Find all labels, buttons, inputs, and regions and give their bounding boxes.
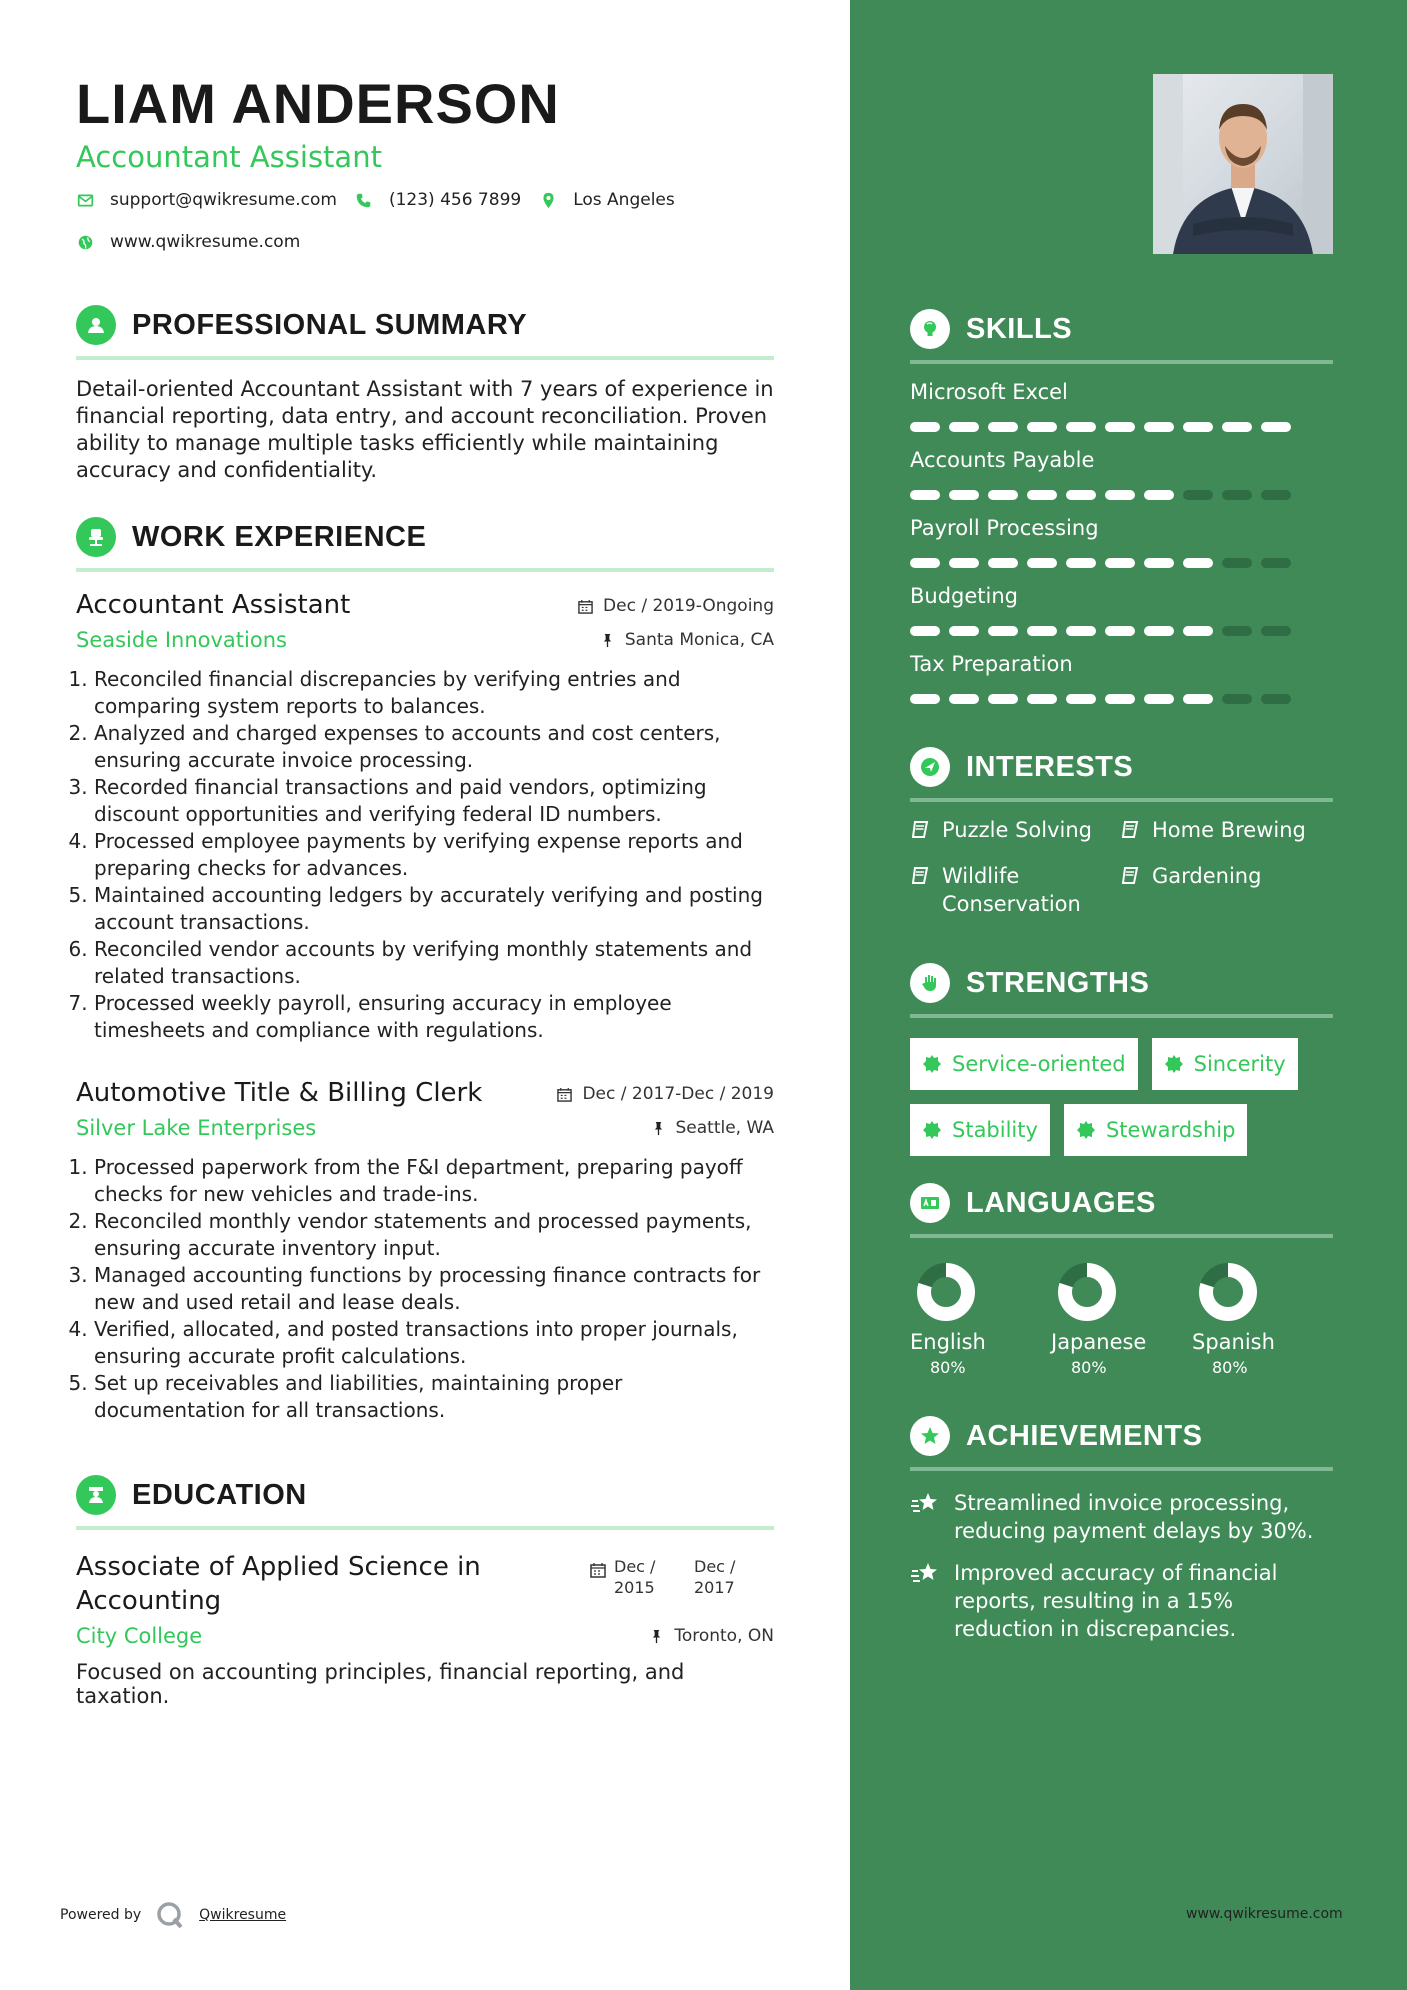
list-item: 6. Reconciled vendor accounts by verifying monthly statements and related transactions. [94,936,774,990]
skill-level-dot [1261,490,1291,500]
badge-icon [922,1120,942,1140]
start-date: Dec / 2015 [614,1557,656,1597]
interests-section [910,744,1333,936]
section-divider [910,1014,1333,1018]
badge-icon [1164,1054,1184,1074]
skill-level-dot [1144,626,1174,636]
job-entry [76,590,774,1044]
contact-row-1 [76,190,774,210]
sidebar [850,0,1407,1990]
contact-email[interactable]: support@qwikresume.com [76,190,337,210]
company-name: Silver Lake Enterprises [76,1116,317,1140]
skill-level-dot [1222,694,1252,704]
skill-level-dot [1144,490,1174,500]
contact-website[interactable]: www.qwikresume.com [76,232,300,252]
list-item: 1. Reconciled financial discrepancies by verifying entries and comparing system reports to balances. [94,666,774,720]
interests-header [910,744,1333,790]
experience-heading: WORK EXPERIENCE [132,520,427,553]
language-name: English [910,1330,986,1354]
strength-badge: Stability [910,1104,1050,1156]
skills-heading: SKILLS [966,312,1073,345]
skill-level-dot [910,626,940,636]
summary-text: Detail-oriented Accountant Assistant with 7 years of experience in financial reporting, data entry, and account reconciliation. Proven ability to manage multiple tasks efficiently while maintaining accuracy and confidentiality. [76,377,774,482]
job-location: Seattle, WA [651,1118,775,1138]
footer-site: www.qwikresume.com [1186,1906,1343,1922]
language-ring [914,1260,978,1324]
shooting-star-icon [910,1491,940,1517]
strengths-list [910,1038,1333,1170]
school-location: Toronto, ON [649,1626,774,1646]
skill-level-dot [988,490,1018,500]
language-item [1192,1260,1333,1377]
skill-level-meter [910,490,1333,500]
skill-level-meter [910,422,1333,432]
list-item: 3. Recorded financial transactions and paid vendors, optimizing discount opportunities and verifying federal ID numbers. [94,774,774,828]
qwikresume-logo-icon [155,1900,185,1930]
language-level: 80% [930,1358,966,1377]
list-item: Improved accuracy of financial reports, resulting in a 15% reduction in discrepancies. [910,1559,1333,1643]
strength-badge: Service-oriented [910,1038,1138,1090]
language-ring [1196,1260,1260,1324]
globe-icon [76,233,94,251]
skill-name: Microsoft Excel [910,380,1068,404]
languages-header [910,1180,1333,1226]
languages-list [910,1260,1333,1377]
skill-level-dot [1066,490,1096,500]
experience-section [76,514,774,1424]
job-title: Accountant Assistant [76,590,351,620]
list-item: 2. Analyzed and charged expenses to accounts and cost centers, ensuring accurate invoice processing. [94,720,774,774]
skill-level-dot [1144,694,1174,704]
languages-heading: LANGUAGES [966,1186,1156,1219]
strengths-heading: STRENGTHS [966,966,1150,999]
paper-plane-icon [910,747,950,787]
language-name: Spanish [1192,1330,1275,1354]
skill-level-dot [1066,422,1096,432]
skill-level-dot [988,694,1018,704]
skill-level-dot [1222,558,1252,568]
skills-list [910,380,1333,704]
calendar-icon [557,1087,572,1102]
skill-level-dot [910,558,940,568]
list-item: 5. Set up receivables and liabilities, maintaining proper documentation for all transactions. [94,1370,774,1424]
language-level: 80% [1071,1358,1107,1377]
skill-level-dot [949,694,979,704]
summary-heading: PROFESSIONAL SUMMARY [132,308,528,341]
skill-name: Accounts Payable [910,448,1095,472]
languages-section [910,1180,1333,1377]
achievements-section [910,1413,1333,1643]
skill-level-dot [949,626,979,636]
list-item: 2. Reconciled monthly vendor statements and processed payments, ensuring accurate inventory input. [94,1208,774,1262]
skill-level-meter [910,626,1333,636]
section-divider [76,568,774,572]
footer-powered-by [60,1900,286,1930]
section-divider [910,1234,1333,1238]
strength-badge: Stewardship [1064,1104,1248,1156]
list-item: Gardening [1120,862,1330,918]
skills-section [910,306,1333,704]
lightbulb-icon [910,309,950,349]
book-icon [1120,820,1140,840]
company-name: Seaside Innovations [76,628,287,652]
education-description: Focused on accounting principles, financial reporting, and taxation. [76,1660,685,1708]
list-item: Streamlined invoice processing, reducing payment delays by 30%. [910,1489,1333,1545]
contact-row-2 [76,232,774,252]
job-location: Santa Monica, CA [600,630,774,650]
pushpin-icon [600,633,615,648]
pushpin-icon [651,1121,666,1136]
book-icon [910,820,930,840]
skill-level-dot [1183,422,1213,432]
skill-level-dot [988,558,1018,568]
education-header [76,1472,774,1518]
skill-name: Budgeting [910,584,1019,608]
job-dates: Dec / 2017-Dec / 2019 [557,1084,774,1104]
job-entry [76,1078,774,1424]
job-dates: Dec / 2019-Ongoing [578,596,774,616]
language-level: 80% [1212,1358,1248,1377]
language-name: Japanese [1051,1330,1147,1354]
skill-level-dot [1183,626,1213,636]
envelope-icon [76,191,94,209]
map-pin-icon [539,191,557,209]
list-item: Wildlife Conservation [910,862,1120,918]
skill-level-dot [1144,558,1174,568]
skill-level-dot [1027,558,1057,568]
hand-icon [910,963,950,1003]
skill-level-dot [949,490,979,500]
summary-section [76,302,774,484]
list-item: Puzzle Solving [910,816,1120,844]
user-icon [76,305,116,345]
education-heading: EDUCATION [132,1478,307,1511]
skill-level-dot [1222,490,1252,500]
degree-title: Associate of Applied Science in Accounting [76,1552,481,1616]
office-chair-icon [76,517,116,557]
skill-level-dot [1261,694,1291,704]
skill-level-dot [1027,490,1057,500]
skill-level-dot [910,490,940,500]
phone-icon [355,191,373,209]
skill-level-dot [1261,626,1291,636]
strength-badge: Sincerity [1152,1038,1298,1090]
skill-name: Tax Preparation [910,652,1073,676]
language-item [1051,1260,1192,1377]
star-icon [910,1416,950,1456]
skill-level-dot [949,422,979,432]
translate-icon [910,1183,950,1223]
interests-list [910,816,1333,936]
skill-level-dot [1105,626,1135,636]
skill-level-dot [1222,626,1252,636]
shooting-star-icon [910,1561,940,1587]
strengths-section [910,960,1333,1170]
skill-level-dot [1027,626,1057,636]
powered-by-label: Powered by [60,1907,142,1923]
achievements-header [910,1413,1333,1459]
skill-level-dot [1105,694,1135,704]
list-item: 5. Maintained accounting ledgers by accurately verifying and posting account transactions. [94,882,774,936]
section-divider [910,360,1333,364]
graduate-icon [76,1475,116,1515]
skill-name: Payroll Processing [910,516,1099,540]
book-icon [910,866,930,886]
list-item: 1. Processed paperwork from the F&I department, preparing payoff checks for new vehicles and trade-ins. [94,1154,774,1208]
list-item: Home Brewing [1120,816,1330,844]
education-dates [590,1556,774,1618]
section-divider [76,356,774,360]
skill-level-dot [1105,558,1135,568]
brand-link[interactable]: Qwikresume [199,1907,287,1923]
calendar-icon [590,1562,606,1578]
skills-header [910,306,1333,352]
list-item: 4. Verified, allocated, and posted transactions into proper journals, ensuring accurate profit calculations. [94,1316,774,1370]
list-item: 7. Processed weekly payroll, ensuring accuracy in employee timesheets and compliance with regulations. [94,990,774,1044]
calendar-icon [578,599,593,614]
skill-level-dot [1261,422,1291,432]
job-bullets [76,666,774,1044]
achievements-heading: ACHIEVEMENTS [966,1419,1203,1452]
achievements-list [910,1489,1333,1643]
profile-photo [1153,74,1333,254]
skill-level-dot [1144,422,1174,432]
job-bullets [76,1154,774,1424]
skill-level-dot [1222,422,1252,432]
section-divider [76,1526,774,1530]
skill-level-dot [1183,694,1213,704]
contact-phone[interactable]: (123) 456 7899 [355,190,521,210]
badge-icon [1076,1120,1096,1140]
language-item [910,1260,1051,1377]
school-name: City College [76,1624,203,1648]
candidate-title: Accountant Assistant [76,140,382,174]
skill-level-dot [988,422,1018,432]
skill-level-dot [1105,422,1135,432]
skill-level-dot [1183,490,1213,500]
skill-level-dot [949,558,979,568]
pushpin-icon [649,1629,664,1644]
skill-level-dot [1066,694,1096,704]
skill-level-meter [910,558,1333,568]
strengths-header [910,960,1333,1006]
skill-level-dot [1183,558,1213,568]
skill-level-dot [1261,558,1291,568]
skill-level-dot [910,422,940,432]
badge-icon [922,1054,942,1074]
book-icon [1120,866,1140,886]
summary-header [76,302,774,348]
skill-level-dot [988,626,1018,636]
job-title: Automotive Title & Billing Clerk [76,1078,483,1108]
list-item: 4. Processed employee payments by verifying expense reports and preparing checks for advances. [94,828,774,882]
candidate-name: LIAM ANDERSON [76,72,560,135]
skill-level-dot [1066,558,1096,568]
experience-header [76,514,774,560]
contact-location: Los Angeles [539,190,675,210]
skill-level-dot [1066,626,1096,636]
list-item: 3. Managed accounting functions by processing finance contracts for new and used retail and lease deals. [94,1262,774,1316]
education-section [76,1472,774,1708]
section-divider [910,798,1333,802]
skill-level-meter [910,694,1333,704]
person-illustration [1153,74,1333,254]
section-divider [910,1467,1333,1471]
language-ring [1055,1260,1119,1324]
skill-level-dot [1027,694,1057,704]
skill-level-dot [1027,422,1057,432]
interests-heading: INTERESTS [966,750,1134,783]
end-date: Dec / 2017 [694,1557,736,1597]
skill-level-dot [1105,490,1135,500]
skill-level-dot [910,694,940,704]
